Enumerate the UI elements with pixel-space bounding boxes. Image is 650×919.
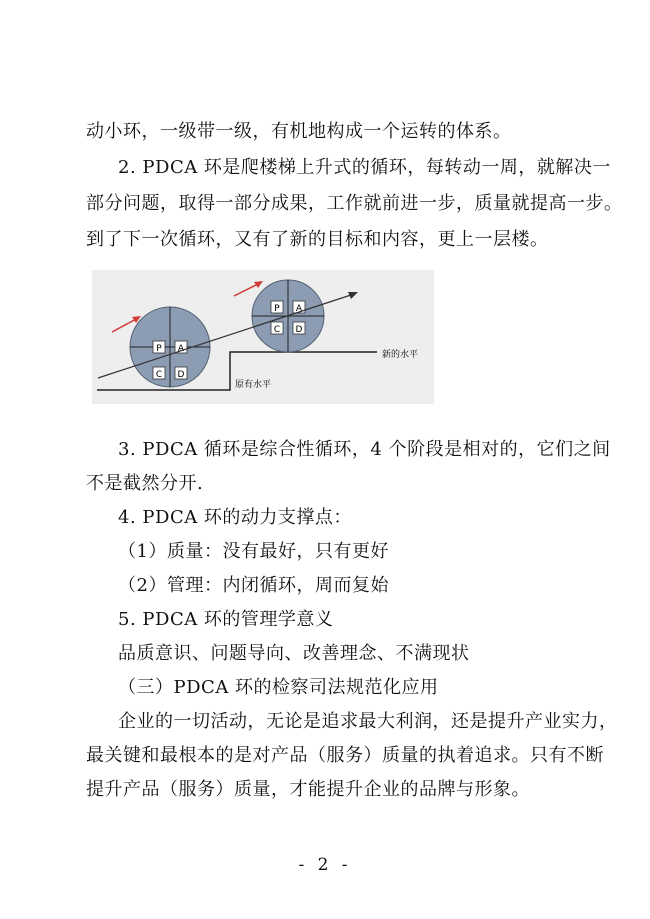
paragraph-line: 到了下一次循环，又有了新的目标和内容，更上一层楼。: [86, 229, 549, 250]
paragraph-line: 品质意识、问题导向、改善理念、不满现状: [118, 643, 470, 664]
pdca-staircase-figure: [92, 270, 434, 404]
paragraph-line: 最关键和最根本的是对产品（服务）质量的执着追求。只有不断: [86, 745, 604, 766]
paragraph-line: （2）管理：内闭循环，周而复始: [118, 575, 389, 596]
label-new-level: 新的水平: [382, 350, 419, 360]
section-heading: （三）PDCA 环的检察司法规范化应用: [118, 677, 439, 698]
paragraph-line: 4. PDCA 环的动力支撑点：: [118, 507, 352, 528]
pdca-diagram: [92, 270, 434, 404]
paragraph-line: 部分问题，取得一部分成果，工作就前进一步，质量就提高一步。: [86, 193, 623, 214]
pdca-wheel-lower: [130, 307, 210, 387]
label-original-level: 原有水平: [235, 380, 272, 390]
wheel-label-a: A: [295, 304, 303, 314]
wheel-label-c: C: [155, 370, 163, 380]
page-number: - 2 -: [298, 855, 352, 875]
paragraph-line: 3. PDCA 循环是综合性循环，4 个阶段是相对的，它们之间: [118, 439, 611, 460]
wheel-label-p: P: [156, 344, 162, 354]
wheel-label-d: D: [177, 370, 185, 380]
wheel-label-a: A: [177, 344, 185, 354]
paragraph-line: 不是截然分开.: [86, 473, 204, 494]
wheel-label-c: C: [273, 325, 281, 335]
paragraph-line: 动小环，一级带一级，有机地构成一个运转的体系。: [86, 121, 512, 142]
paragraph-line: 2. PDCA 环是爬楼梯上升式的循环，每转动一周，就解决一: [118, 157, 611, 178]
wheel-label-p: P: [274, 304, 280, 314]
paragraph-line: 企业的一切活动，无论是追求最大利润，还是提升产业实力，: [118, 711, 618, 732]
wheel-label-d: D: [295, 325, 303, 335]
paragraph-line: 5. PDCA 环的管理学意义: [118, 609, 334, 630]
paragraph-line: （1）质量：没有最好，只有更好: [118, 541, 389, 562]
paragraph-line: 提升产品（服务）质量，才能提升企业的品牌与形象。: [86, 779, 530, 800]
